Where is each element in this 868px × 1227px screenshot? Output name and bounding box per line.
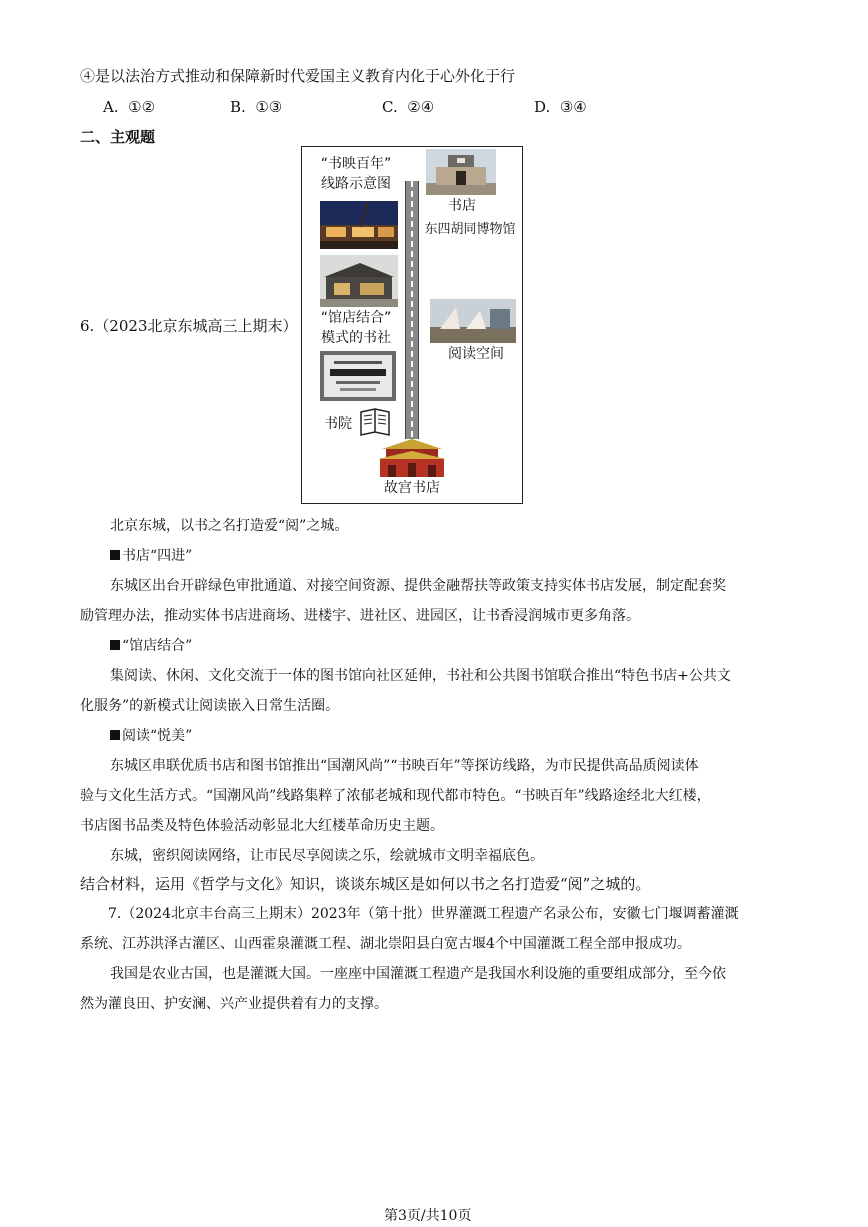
- question-7-line3: 我国是农业古国，也是灌溉大国。一座座中国灌溉工程遗产是我国水利设施的重要组成部分，至今依: [110, 966, 726, 982]
- square-bullet-icon: [110, 640, 120, 650]
- option-c: C. ②④: [382, 98, 435, 116]
- bookclub-label-line2: 模式的书社: [321, 330, 391, 346]
- prev-item-4: ④是以法治方式推动和保障新时代爱国主义教育内化于心外化于行: [80, 67, 516, 85]
- option-a: A. ①②: [103, 98, 156, 116]
- bookstore-photo: [426, 149, 496, 195]
- route-road: [405, 181, 419, 439]
- heading-reading-joy: 阅读“悦美”: [110, 726, 192, 746]
- option-d: D. ③④: [534, 98, 587, 116]
- figure-title-line1: “书映百年”: [320, 156, 392, 172]
- museum-label: 东四胡同博物馆: [424, 222, 516, 237]
- figure-title-line2: 线路示意图: [321, 176, 391, 192]
- heading-four-into: 书店“四进”: [110, 546, 192, 566]
- option-b: B. ①③: [230, 98, 283, 116]
- reading-space-label: 阅读空间: [448, 346, 504, 362]
- para-line: 东城，密织阅读网络，让市民尽享阅读之乐，绘就城市文明幸福底色。: [110, 848, 544, 864]
- page-footer: 第3页/共10页: [384, 1208, 472, 1224]
- heading-library-store: “馆店结合”: [110, 636, 192, 656]
- academy-plaque-photo: [320, 351, 396, 401]
- question-6-prompt: 结合材料，运用《哲学与文化》知识，谈谈东城区是如何以书之名打造爱“阅”之城的。: [80, 875, 651, 893]
- para-line: 化服务”的新模式让阅读嵌入日常生活圈。: [80, 698, 340, 714]
- para-intro: 北京东城，以书之名打造爱“阅”之城。: [110, 518, 349, 534]
- academy-label: 书院: [324, 416, 352, 432]
- square-bullet-icon: [110, 730, 120, 740]
- reading-space-photo: [430, 299, 516, 343]
- square-bullet-icon: [110, 550, 120, 560]
- question-7-line2: 系统、江苏洪泽古灌区、山西霍泉灌溉工程、湖北崇阳县白宽古堰4个中国灌溉工程全部申报成功。: [80, 936, 691, 952]
- palace-bookstore-label: 故宫书店: [384, 480, 440, 496]
- question-6-label: 6.（2023北京东城高三上期末）: [80, 317, 298, 335]
- route-diagram: [301, 146, 523, 504]
- para-line: 集阅读、休闲、文化交流于一体的图书馆向社区延伸，书社和公共图书馆联合推出“特色书店+公共文: [110, 668, 731, 684]
- section-title: 二、主观题: [80, 128, 156, 146]
- para-line: 验与文化生活方式。“国潮风尚”线路集粹了浓郁老城和现代都市特色。“书映百年”线路途经北大红楼，: [80, 788, 711, 804]
- bookclub-label-line1: “馆店结合”: [320, 310, 392, 326]
- question-7-line1: 7.（2024北京丰台高三上期末）2023年（第十批）世界灌溉工程遗产名录公布，安徽七门堰调蓄灌溉: [108, 906, 739, 922]
- para-line: 东城区串联优质书店和图书馆推出“国潮风尚”“书映百年”等探访线路，为市民提供高品质阅读体: [110, 758, 699, 774]
- para-line: 书店图书品类及特色体验活动彰显北大红楼革命历史主题。: [80, 818, 444, 834]
- para-line: 励管理办法，推动实体书店进商场、进楼宇、进社区、进园区，让书香浸润城市更多角落。: [80, 608, 640, 624]
- bookstore-label: 书店: [448, 198, 476, 214]
- question-7-line4: 然为灌良田、护安澜、兴产业提供着有力的支撑。: [80, 996, 388, 1012]
- bookclub-photo: [320, 255, 398, 307]
- courtyard-photo: [320, 201, 398, 249]
- para-line: 东城区出台开辟绿色审批通道、对接空间资源、提供金融帮扶等政策支持实体书店发展，制定配套奖: [110, 578, 726, 594]
- palace-gate-icon: [376, 437, 448, 479]
